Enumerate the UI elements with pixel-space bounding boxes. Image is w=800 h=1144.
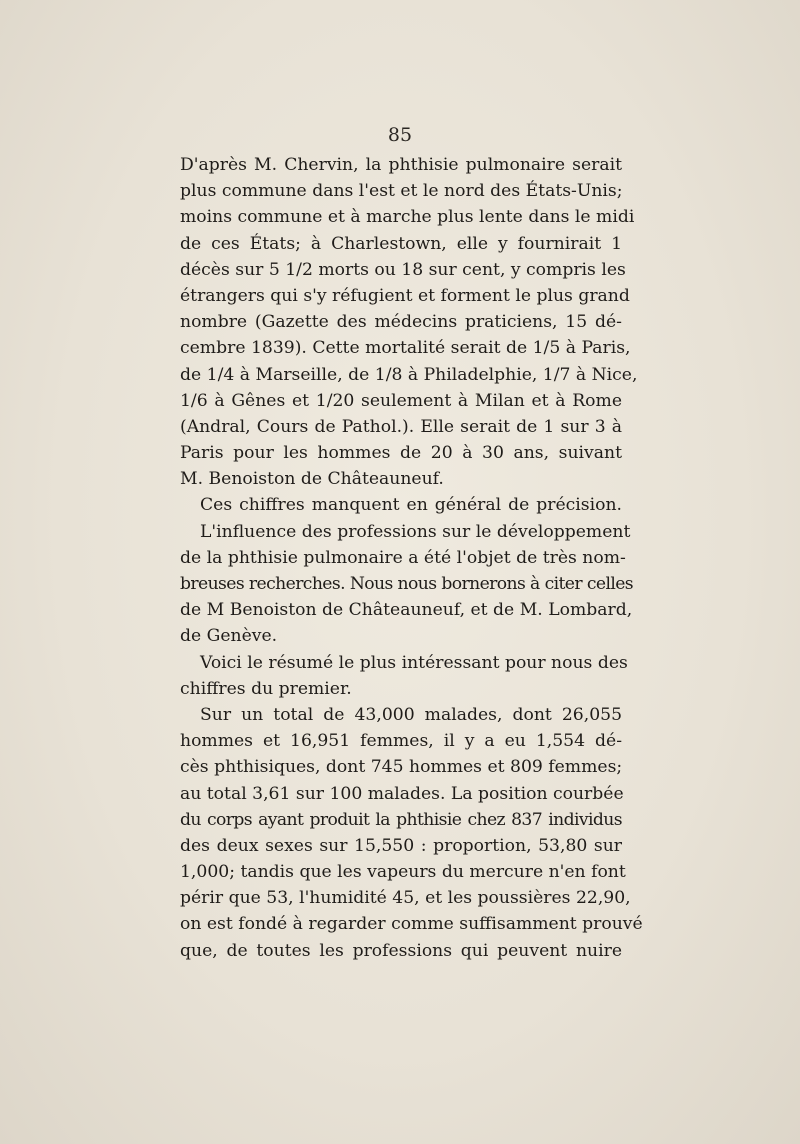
text-line: Paris pour les hommes de 20 à 30 ans, suivant — [180, 443, 622, 464]
text-line: hommes et 16,951 femmes, il y a eu 1,554 dé- — [180, 731, 622, 752]
text-line: Sur un total de 43,000 malades, dont 26,055 — [200, 704, 622, 725]
text-line: décès sur 5 1/2 morts ou 18 sur cent, y compris les — [180, 259, 626, 280]
text-line: M. Benoiston de Châteauneuf. — [180, 469, 444, 490]
text-line: plus commune dans l'est et le nord des États-Unis; — [180, 181, 623, 202]
text-line: (Andral, Cours de Pathol.). Elle serait de 1 sur 3 à — [180, 416, 622, 437]
body-text — [180, 152, 643, 964]
text-line: 1/6 à Gênes et 1/20 seulement à Milan et à Rome — [180, 390, 622, 411]
text-line: cembre 1839). Cette mortalité serait de 1/5 à Paris, — [180, 338, 631, 359]
text-line: de ces États; à Charlestown, elle y fournirait 1 — [180, 233, 622, 254]
text-line: Ces chiffres manquent en général de précision. — [200, 495, 622, 516]
text-line: de Genève. — [180, 626, 278, 647]
text-line: au total 3,61 sur 100 malades. La position courbée — [180, 783, 624, 804]
text-line: étrangers qui s'y réfugient et forment le plus grand — [180, 285, 630, 306]
text-line: breuses recherches. Nous nous bornerons à citer celles — [180, 574, 634, 594]
text-line: 1,000; tandis que les vapeurs du mercure n'en font — [180, 862, 626, 883]
text-line: L'influence des professions sur le développement — [200, 521, 631, 542]
text-line: périr que 53, l'humidité 45, et les poussières 22,90, — [180, 888, 631, 909]
text-line: Voici le résumé le plus intéressant pour nous des — [200, 652, 628, 673]
text-line: on est fondé à regarder comme suffisamment prouvé — [180, 914, 643, 935]
text-line: de la phthisie pulmonaire a été l'objet de très nom- — [180, 547, 626, 568]
text-line: du corps ayant produit la phthisie chez 837 individus — [180, 809, 622, 830]
text-line: chiffres du premier. — [180, 678, 352, 699]
text-line: de M Benoiston de Châteauneuf, et de M. Lombard, — [180, 600, 633, 621]
text-line: nombre (Gazette des médecins praticiens, 15 dé- — [180, 312, 622, 333]
text-line: des deux sexes sur 15,550 : proportion, 53,80 sur — [180, 835, 622, 856]
text-line: D'après M. Chervin, la phthisie pulmonaire serait — [180, 155, 622, 175]
text-line: cès phthisiques, dont 745 hommes et 809 femmes; — [180, 757, 623, 778]
page-number: 85 — [387, 124, 413, 146]
text-line: que, de toutes les professions qui peuvent nuire — [180, 940, 622, 961]
text-line: de 1/4 à Marseille, de 1/8 à Philadelphie, 1/7 à Nice, — [180, 364, 638, 385]
text-line: moins commune et à marche plus lente dans le midi — [180, 207, 635, 228]
